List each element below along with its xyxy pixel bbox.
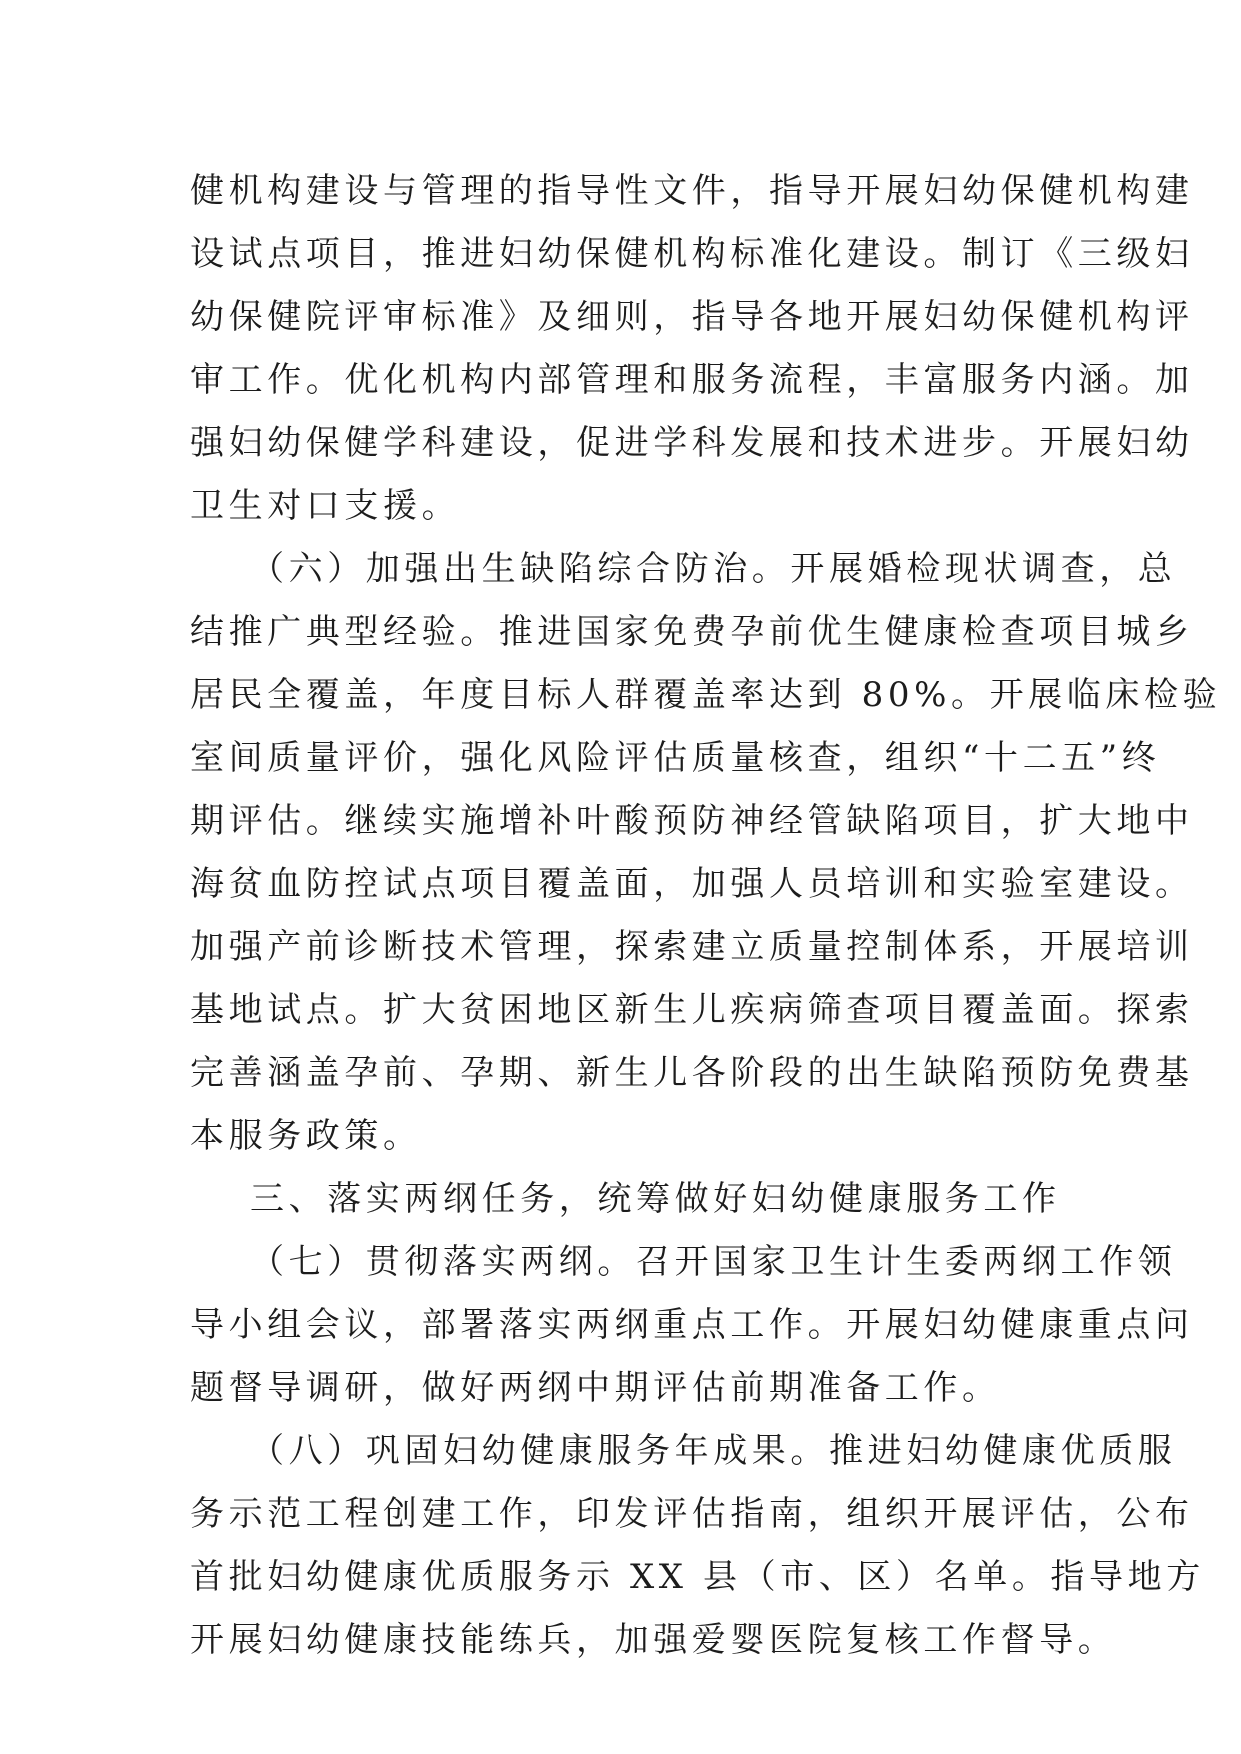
text-line: 期评估。继续实施增补叶酸预防神经管缺陷项目，扩大地中 — [190, 801, 1194, 841]
text-line: 开展妇幼健康技能练兵，加强爱婴医院复核工作督导。 — [190, 1620, 1117, 1660]
document-body — [190, 160, 1222, 1672]
text-line: 幼保健院评审标准》及细则，指导各地开展妇幼保健机构评 — [190, 297, 1194, 337]
text-line: 题督导调研，做好两纲中期评估前期准备工作。 — [190, 1368, 1001, 1408]
paragraph-start-line: （七）贯彻落实两纲。召开国家卫生计生委两纲工作领 — [250, 1242, 1177, 1282]
text-line: 务示范工程创建工作，印发评估指南，组织开展评估，公布 — [190, 1494, 1194, 1534]
text-line: 居民全覆盖，年度目标人群覆盖率达到 80%。开展临床检验 — [190, 675, 1222, 715]
text-line: 首批妇幼健康优质服务示 XX 县（市、区）名单。指导地方 — [190, 1557, 1205, 1597]
text-line: 完善涵盖孕前、孕期、新生儿各阶段的出生缺陷预防免费基 — [190, 1053, 1194, 1093]
paragraph-start-line: （六）加强出生缺陷综合防治。开展婚检现状调查，总 — [250, 549, 1177, 589]
text-line: 健机构建设与管理的指导性文件，指导开展妇幼保健机构建 — [190, 171, 1194, 211]
text-line: 设试点项目，推进妇幼保健机构标准化建设。制订《三级妇 — [190, 234, 1194, 274]
text-line: 结推广典型经验。推进国家免费孕前优生健康检查项目城乡 — [190, 612, 1194, 652]
text-line: 本服务政策。 — [190, 1116, 422, 1156]
text-line: 加强产前诊断技术管理，探索建立质量控制体系，开展培训 — [190, 927, 1194, 967]
text-line: 审工作。优化机构内部管理和服务流程，丰富服务内涵。加 — [190, 360, 1194, 400]
text-line: 强妇幼保健学科建设，促进学科发展和技术进步。开展妇幼 — [190, 423, 1194, 463]
text-line: 基地试点。扩大贫困地区新生儿疾病筛查项目覆盖面。探索 — [190, 990, 1194, 1030]
text-line: 卫生对口支援。 — [190, 486, 461, 526]
text-line: 室间质量评价，强化风险评估质量核查，组织“十二五”终 — [190, 738, 1161, 778]
section-heading: 三、落实两纲任务，统筹做好妇幼健康服务工作 — [250, 1179, 1061, 1219]
paragraph-start-line: （八）巩固妇幼健康服务年成果。推进妇幼健康优质服 — [250, 1431, 1177, 1471]
text-line: 海贫血防控试点项目覆盖面，加强人员培训和实验室建设。 — [190, 864, 1194, 904]
text-line: 导小组会议，部署落实两纲重点工作。开展妇幼健康重点问 — [190, 1305, 1194, 1345]
